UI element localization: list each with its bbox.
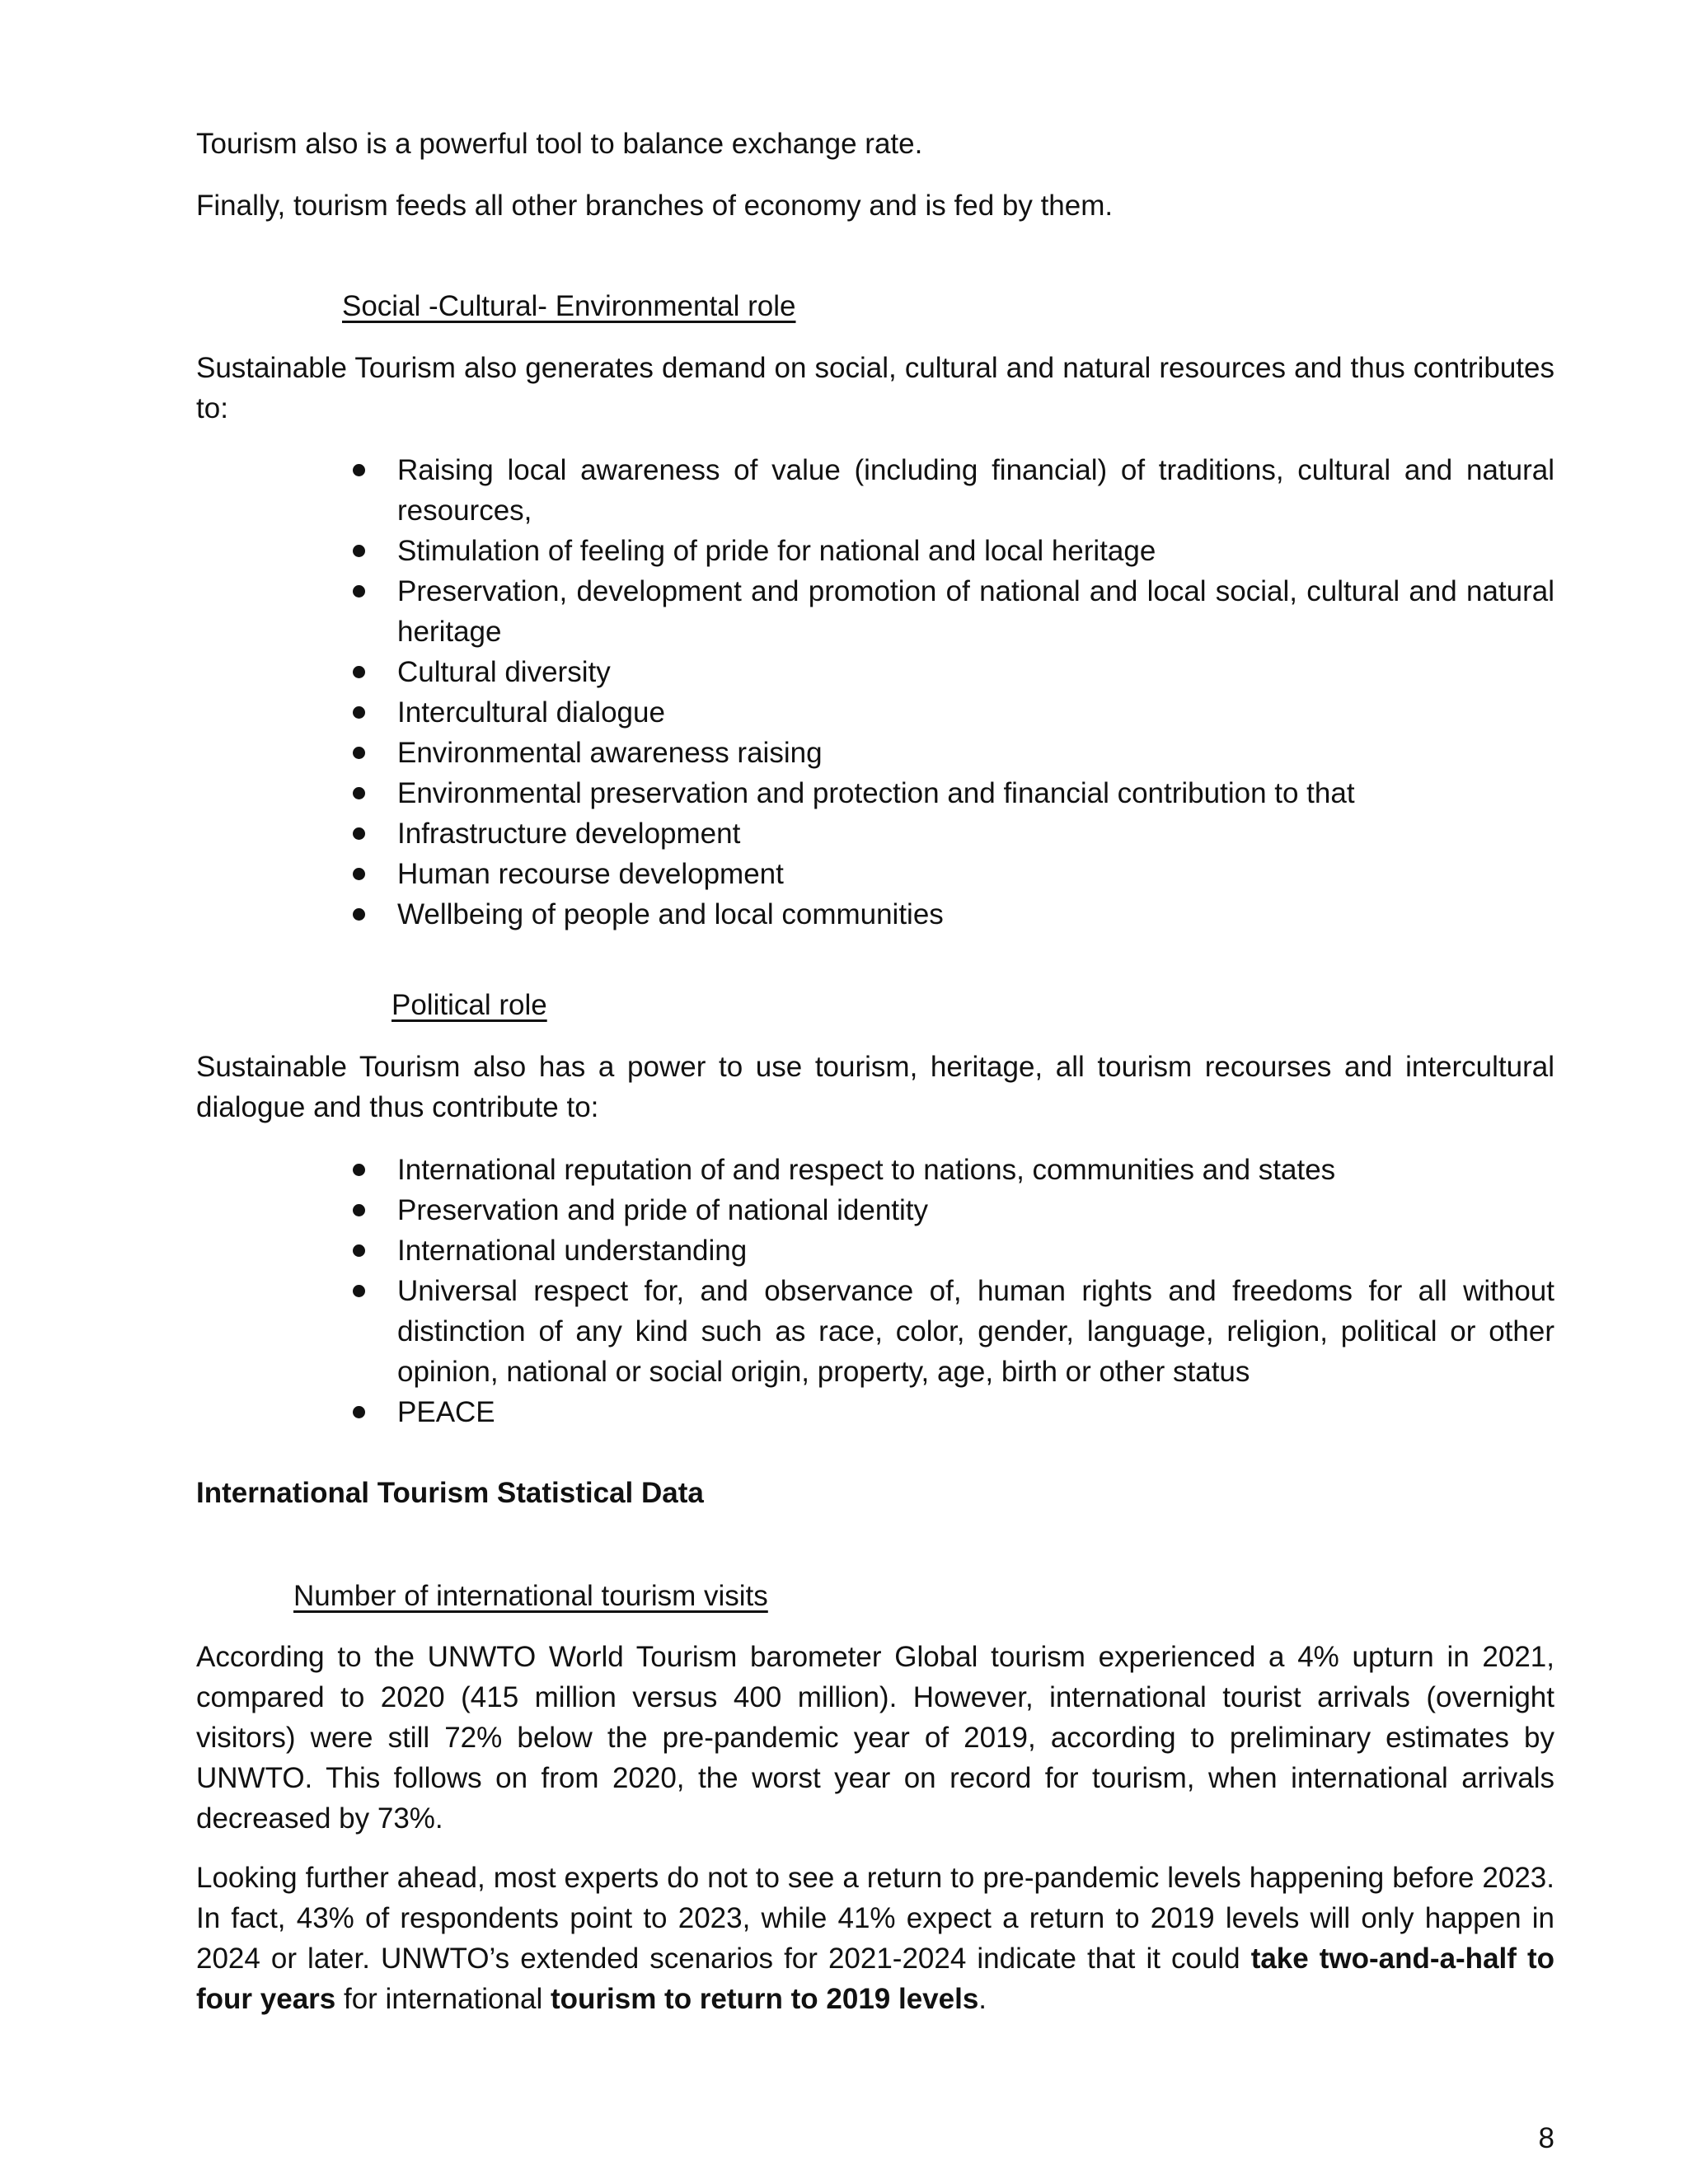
social-heading: Social -Cultural- Environmental role [342,290,796,322]
bullet-icon [353,585,365,598]
statistics-paragraph-2: Looking further ahead, most experts do not to see a return to pre-pandemic levels happening before 2023. In fact, 43% of respondents point to 2023, while 41% expect a return to 2019 levels will only happen in 2024 or later. UNWTO’s extended scenarios for 2021-2024 indicate that it could take two-and-a-half to four years for international tourism to return to 2019 levels. [196,1862,1554,2015]
bullet-icon [353,706,365,719]
bullet-icon [353,787,365,799]
political-heading: Political role [392,989,547,1021]
bullet-icon [353,827,365,840]
bullet-icon [353,908,365,921]
list-item: International understanding [346,1230,1554,1271]
page-number: 8 [1538,2122,1554,2154]
list-item: Stimulation of feeling of pride for national and local heritage [346,531,1554,571]
bullet-icon [353,545,365,557]
bullet-icon [353,666,365,678]
political-bullet-list [346,1150,1554,1432]
bullet-icon [353,1164,365,1176]
intro-line-economy: Finally, tourism feeds all other branches of economy and is fed by them. [196,190,1114,222]
list-item: Environmental preservation and protection and financial contribution to that [346,773,1554,813]
bullet-icon [353,1285,365,1297]
bullet-icon [353,1204,365,1216]
list-item: Wellbeing of people and local communities [346,894,1554,935]
list-item: Preservation and pride of national identity [346,1190,1554,1230]
list-item: Preservation, development and promotion of national and local social, cultural and natural heritage [346,571,1554,652]
statistics-title: International Tourism Statistical Data [196,1477,704,1509]
intro-line-exchange-rate: Tourism also is a powerful tool to balance exchange rate. [196,128,923,160]
bullet-icon [353,1406,365,1418]
list-item: Universal respect for, and observance of, human rights and freedoms for all without distinction of any kind such as race, color, gender, language, religion, political or other opinion, national or social origin, property, age, birth or other status [346,1271,1554,1392]
list-item: Raising local awareness of value (including financial) of traditions, cultural and natural resources, [346,450,1554,531]
list-item: Infrastructure development [346,813,1554,854]
bold-return: tourism to return to 2019 levels [550,1983,979,2015]
bullet-icon [353,747,365,759]
social-bullet-list [346,450,1554,935]
bold-duration: take two-and-a-half to four years [196,1943,1554,2015]
list-item: PEACE [346,1392,1554,1432]
bullet-icon [353,1244,365,1257]
list-item: Cultural diversity [346,652,1554,692]
list-item: Environmental awareness raising [346,733,1554,773]
bullet-icon [353,464,365,476]
statistics-paragraph-1: According to the UNWTO World Tourism barometer Global tourism experienced a 4% upturn in 2021, compared to 2020 (415 million versus 400 million). However, international tourist arrivals (overnight visitors) were still 72% below the pre-pandemic year of 2019, according to preliminary estimates by UNWTO. This follows on from 2020, the worst year on record for tourism, when international arrivals decreased by 73%. [196,1641,1554,1835]
bullet-icon [353,868,365,880]
social-paragraph: Sustainable Tourism also generates demand on social, cultural and natural resources and thus contributes to: [196,352,1554,424]
political-paragraph: Sustainable Tourism also has a power to use tourism, heritage, all tourism recourses and intercultural dialogue and thus contribute to: [196,1051,1554,1123]
list-item: Intercultural dialogue [346,692,1554,733]
list-item: International reputation of and respect to nations, communities and states [346,1150,1554,1190]
statistics-subheading: Number of international tourism visits [293,1580,768,1612]
list-item: Human recourse development [346,854,1554,894]
